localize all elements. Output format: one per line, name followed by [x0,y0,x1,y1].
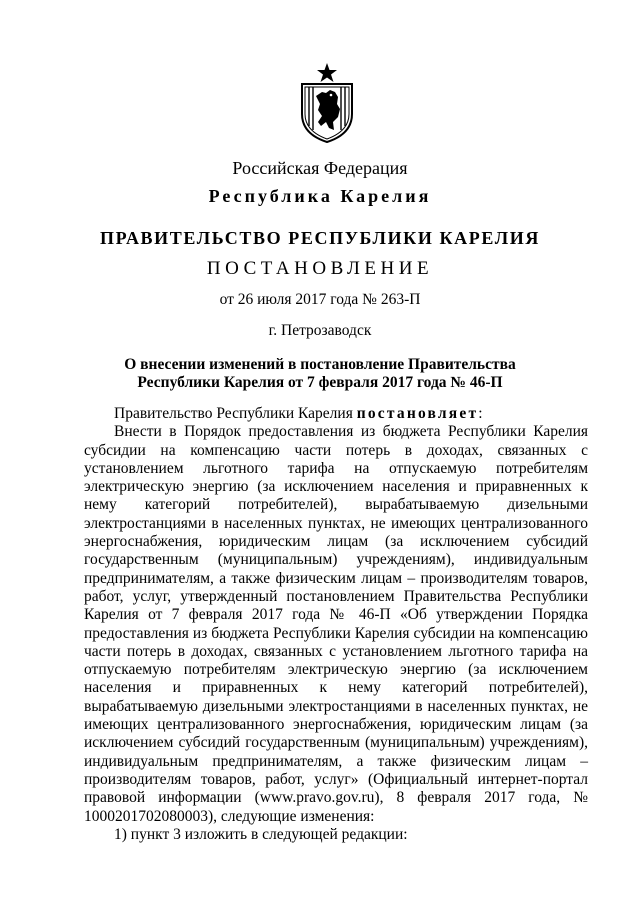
item-1-paragraph: 1) пункт 3 изложить в следующей редакции: [114,825,408,843]
intro-suffix: : [478,405,483,422]
republic-label: Республика Карелия [208,186,432,206]
document-title [0,356,640,392]
city-label: г. Петрозаводск [268,322,372,339]
decree-type: ПОСТАНОВЛЕНИЕ [206,258,434,279]
document-title-line-1: О внесении изменений в постановление Правительства [124,356,516,373]
karelia-coat-of-arms-icon [296,62,358,144]
intro-paragraph [84,405,588,423]
federation-label: Российская Федерация [232,158,408,178]
decree-date: от 26 июля 2017 года № 263-П [219,291,421,308]
main-paragraph: Внести в Порядок предоставления из бюджета Республики Карелия субсидии на компенсацию части потерь в доходах, связанных с установлением льготного тарифа на отпускаемую потребителям электрическую энергию (за исключением населения и приравненных к нему категорий потребителей), вырабатываемую дизельными электростанциями в населенных пунктах, не имеющих централизованного энергоснабжения, юридическим лицам (за исключением субсидий государственным (муниципальным) учреждениям), индивидуальным предпринимателям, а также физическим лицам – производителям товаров, работ, услуг, утвержденный постановлением Правительства Республики Карелия от 7 февраля 2017 года № 46-П «Об утверждении Порядка предоставления из бюджета Республики Карелия субсидии на компенсацию части потерь в доходах, связанных с установлением льготного тарифа на отпускаемую потребителям электрическую энергию (за исключением населения и приравненных к нему категорий потребителей), вырабатываемую дизельными электростанциями в населенных пунктах, не имеющих централизованного энергоснабжения, юридическим лицам (за исключением субсидий государственным (муниципальным) учреждениям), индивидуальным предпринимателям, а также физическим лицам – производителям товаров, работ, услуг» (Официальный интернет-портал правовой информации (www.pravo.gov.ru), 8 февраля 2017 года, № 1000201702080003), следующие изменения: [84,423,588,825]
document-title-line-2: Республики Карелия от 7 февраля 2017 года № 46-П [137,374,503,391]
intro-verb: постановляет [356,405,479,422]
government-title: ПРАВИТЕЛЬСТВО РЕСПУБЛИКИ КАРЕЛИЯ [100,228,540,248]
document-body [84,405,588,844]
intro-prefix: Правительство Республики Карелия [114,405,357,422]
